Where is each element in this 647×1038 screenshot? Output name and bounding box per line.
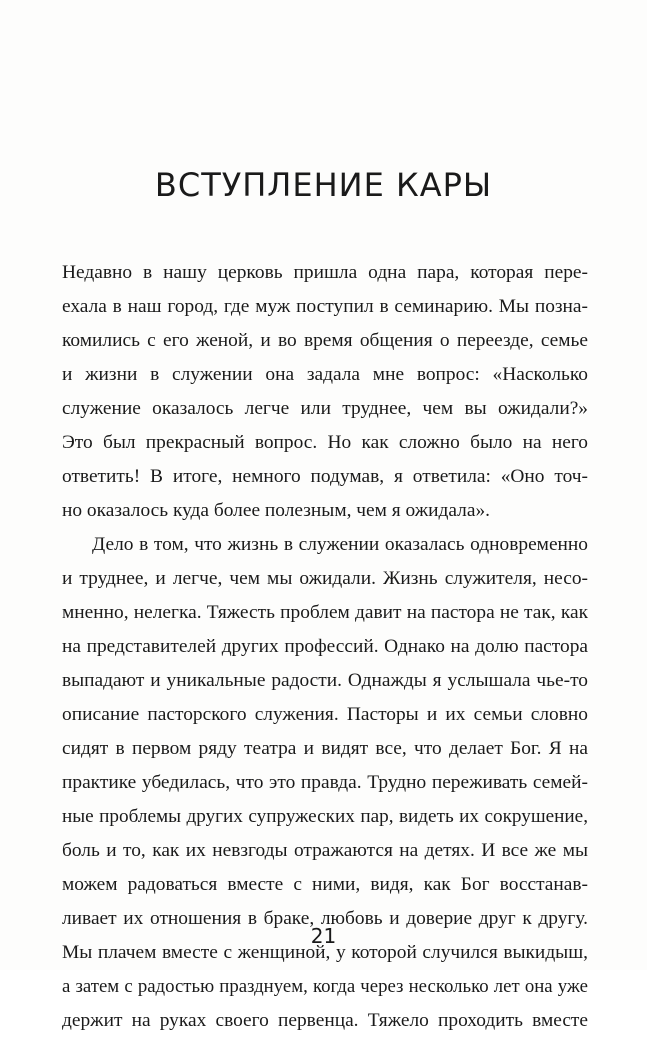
text-line: держит на руках своего первенца. Тяжело проходить вместе bbox=[62, 1010, 588, 1031]
text-line: а затем с радостью празднуем, когда через несколько лет она уже bbox=[62, 976, 588, 997]
paragraph-1 bbox=[62, 256, 588, 528]
text-line: Это был прекрасный вопрос. Но как сложно было на него bbox=[62, 432, 588, 453]
text-line: и жизни в служении она задала мне вопрос: «Насколько bbox=[62, 364, 588, 385]
text-line: Дело в том, что жизнь в служении оказалась одновременно bbox=[92, 534, 588, 555]
text-line: на представителей других профессий. Однако на долю пастора bbox=[62, 636, 588, 657]
text-line: и труднее, и легче, чем мы ожидали. Жизнь служителя, несо- bbox=[62, 568, 588, 589]
page-number: 21 bbox=[310, 924, 337, 948]
text-line: описание пасторского служения. Пасторы и их семьи словно bbox=[62, 704, 588, 725]
body-text bbox=[62, 256, 588, 1038]
text-line: комились с его женой, и во время общения о переезде, семье bbox=[62, 330, 588, 351]
text-line: ные проблемы других супружеских пар, видеть их сокрушение, bbox=[62, 806, 588, 827]
text-line: можем радоваться вместе с ними, видя, как Бог восстанав- bbox=[62, 874, 588, 895]
text-line: служение оказалось легче или труднее, чем вы ожидали?» bbox=[62, 398, 588, 419]
text-line: ответить! В итоге, немного подумав, я ответила: «Оно точ- bbox=[62, 466, 588, 487]
text-line: боль и то, как их невзгоды отражаются на детях. И все же мы bbox=[62, 840, 588, 861]
text-line: ливает их отношения в браке, любовь и доверие друг к другу. bbox=[62, 908, 588, 929]
text-line: ехала в наш город, где муж поступил в семинарию. Мы позна- bbox=[62, 296, 588, 317]
paragraph-2 bbox=[62, 528, 588, 1038]
chapter-title: ВСТУПЛЕНИЕ КАРЫ bbox=[154, 166, 493, 204]
text-line: сидят в первом ряду театра и видят все, что делает Бог. Я на bbox=[62, 738, 588, 759]
text-line: но оказалось куда более полезным, чем я ожидала». bbox=[62, 500, 490, 521]
text-line: мненно, нелегка. Тяжесть проблем давит на пастора не так, как bbox=[62, 602, 588, 623]
text-line: Мы плачем вместе с женщиной, у которой случился выкидыш, bbox=[62, 942, 588, 963]
text-line: практике убедилась, что это правда. Трудно переживать семей- bbox=[62, 772, 588, 793]
text-line: выпадают и уникальные радости. Однажды я услышала чье-то bbox=[62, 670, 588, 691]
text-line: Недавно в нашу церковь пришла одна пара, которая пере- bbox=[62, 262, 588, 283]
